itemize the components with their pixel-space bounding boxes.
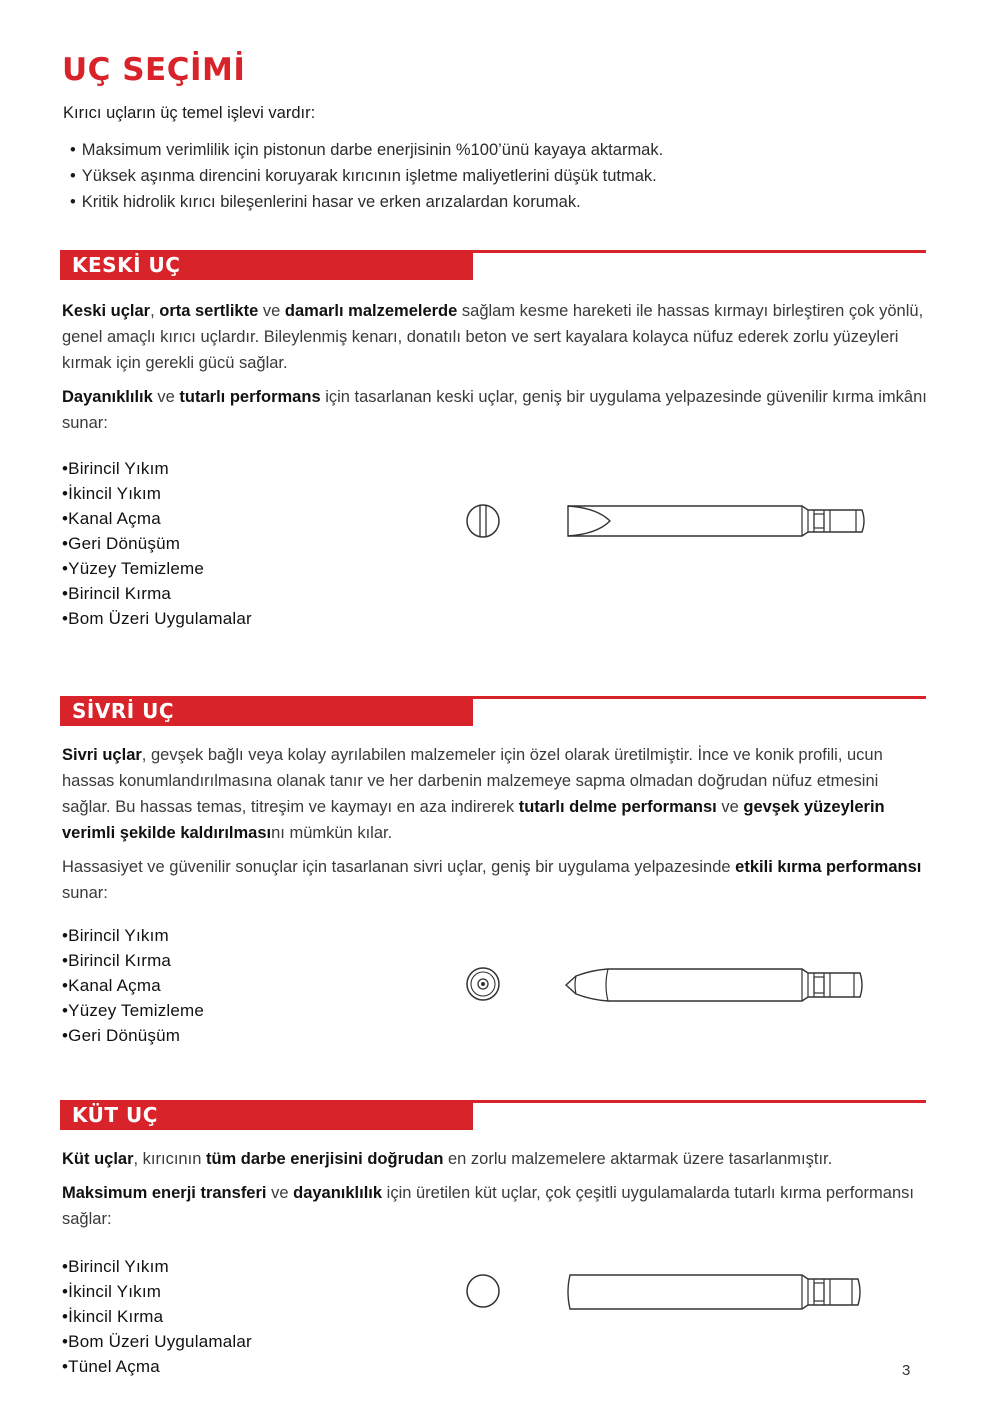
section-title: KÜT UÇ: [72, 1103, 158, 1127]
text-run: , kırıcının: [133, 1150, 206, 1168]
list-item: • İkincil Yıkım: [62, 1279, 252, 1304]
moil-point-end-view-icon: [462, 963, 504, 1005]
sivri-applications: [62, 923, 204, 1048]
keski-paragraph-1: [62, 298, 927, 376]
list-item: • Geri Dönüşüm: [62, 1023, 204, 1048]
list-item: • Kanal Açma: [62, 973, 204, 998]
text-run: ve: [716, 798, 744, 816]
text-run: ve: [266, 1184, 294, 1202]
bold-text: orta sertlikte: [159, 302, 259, 320]
list-item: • İkincil Kırma: [62, 1304, 252, 1329]
page-number: 3: [902, 1362, 911, 1379]
intro-list: [70, 137, 663, 215]
text-run: Hassasiyet ve güvenilir sonuçlar için tasarlanan sivri uçlar, geniş bir uygulama yelpazesinde: [62, 858, 736, 876]
text-run: nı mümkün kılar.: [271, 824, 393, 842]
bold-text: dayanıklılık: [293, 1184, 383, 1202]
bold-text: etkili kırma performansı: [735, 858, 922, 876]
text-run: için tasarlanan keski uçlar, geniş bir uygulama yelpazesinde güvenilir kırma imkânı sunar:: [62, 388, 927, 432]
text-run: ,: [150, 302, 160, 320]
bold-text: Keski uçlar: [62, 302, 151, 320]
moil-point-tool-drawing: [562, 964, 872, 1006]
bold-text: gevşek yüzeylerin verimli şekilde kaldırılması: [62, 798, 885, 842]
list-item: • Birincil Kırma: [62, 581, 252, 606]
list-item: • Tünel Açma: [62, 1354, 252, 1379]
sivri-paragraph-2: [62, 854, 927, 906]
list-item: • Geri Dönüşüm: [62, 531, 252, 556]
chisel-tool-drawing: [562, 500, 872, 542]
bold-text: tüm darbe enerjisini doğrudan: [205, 1150, 444, 1168]
text-run: ve: [258, 302, 285, 320]
section-header-kut: [60, 1100, 926, 1130]
blunt-end-view-icon: [462, 1270, 504, 1312]
section-header-keski: [60, 250, 926, 280]
keski-applications: [62, 456, 252, 631]
text-run: en zorlu malzemelere aktarmak üzere tasarlanmıştır.: [443, 1150, 833, 1168]
keski-paragraph-2: [62, 384, 927, 436]
kut-paragraph-1: [62, 1146, 962, 1172]
list-item: • Birincil Yıkım: [62, 456, 252, 481]
bold-text: Küt uçlar: [62, 1150, 134, 1168]
bold-text: Maksimum enerji transferi: [62, 1184, 267, 1202]
list-item: • Bom Üzeri Uygulamalar: [62, 1329, 252, 1354]
bold-text: Dayanıklılık: [62, 388, 153, 406]
list-item: • Yüzey Temizleme: [62, 998, 204, 1023]
list-item: • Birincil Yıkım: [62, 1254, 252, 1279]
blunt-tool-drawing: [562, 1271, 872, 1313]
intro-item: • Maksimum verimlilik için pistonun darbe enerjisinin %100’ünü kayaya aktarmak.: [70, 137, 663, 163]
kut-paragraph-2: [62, 1180, 927, 1232]
list-item: • Yüzey Temizleme: [62, 556, 252, 581]
intro-item: • Yüksek aşınma direncini koruyarak kırıcının işletme maliyetlerini düşük tutmak.: [70, 163, 663, 189]
chisel-end-view-icon: [462, 500, 504, 542]
text-run: sunar:: [62, 884, 108, 902]
text-run: , gevşek bağlı veya kolay ayrılabilen malzemeler için özel olarak üretilmiştir. İnce ve konik profili, ucun hassas konumlandırılmasına olanak tanır ve her darbenin malzemeye sapma olmadan doğrudan nüfuz etmesini sağlar. Bu hassas temas, titreşim ve kaymayı en aza indirerek: [62, 746, 883, 816]
text-run: ve: [152, 388, 180, 406]
list-item: • Birincil Kırma: [62, 948, 204, 973]
section-title: KESKİ UÇ: [72, 253, 181, 277]
text-run: için üretilen küt uçlar, çok çeşitli uygulamalarda tutarlı kırma performansı sağlar:: [62, 1184, 914, 1228]
text-run: sağlam kesme hareketi ile hassas kırmayı birleştiren çok yönlü, genel amaçlı kırıcı uçlardır. Bileylenmiş kenarı, donatılı beton ve sert kayalara kolayca nüfuz ederek zorlu yüzeyleri kırmak için gerekli gücü sağlar.: [62, 302, 924, 372]
bold-text: Sivri uçlar: [62, 746, 142, 764]
bold-text: tutarlı performans: [179, 388, 321, 406]
intro-lead: Kırıcı uçların üç temel işlevi vardır:: [63, 104, 316, 122]
intro-item: • Kritik hidrolik kırıcı bileşenlerini hasar ve erken arızalardan korumak.: [70, 189, 663, 215]
bold-text: tutarlı delme performansı: [518, 798, 717, 816]
list-item: • Kanal Açma: [62, 506, 252, 531]
section-title: SİVRİ UÇ: [72, 699, 175, 723]
sivri-paragraph-1: [62, 742, 927, 846]
bold-text: damarlı malzemelerde: [284, 302, 458, 320]
list-item: • İkincil Yıkım: [62, 481, 252, 506]
list-item: • Bom Üzeri Uygulamalar: [62, 606, 252, 631]
page-title: UÇ SEÇİMİ: [62, 52, 246, 88]
kut-applications: [62, 1254, 252, 1379]
section-header-sivri: [60, 696, 926, 726]
list-item: • Birincil Yıkım: [62, 923, 204, 948]
